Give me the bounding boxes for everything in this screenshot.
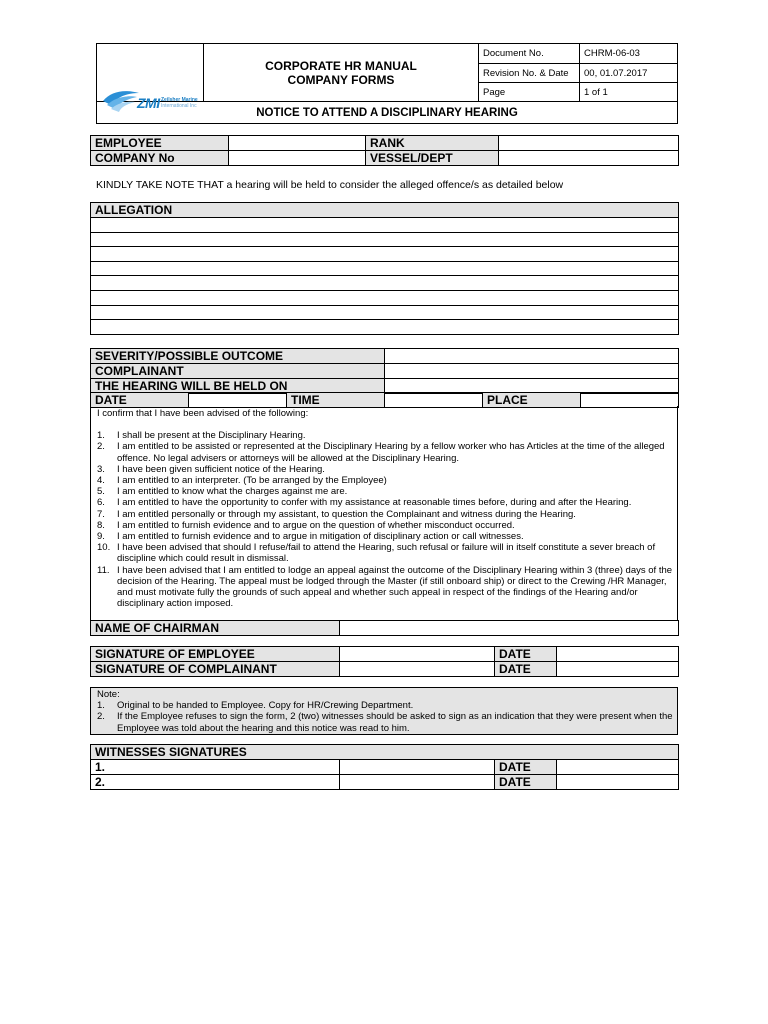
- rank-field[interactable]: [499, 136, 679, 151]
- allegation-line[interactable]: [91, 247, 679, 262]
- witness-1-date-label: DATE: [495, 760, 557, 775]
- allegation-line[interactable]: [91, 305, 679, 320]
- vessel-dept-label: VESSEL/DEPT: [366, 151, 499, 166]
- complainant-field[interactable]: [385, 364, 679, 379]
- list-item-text: I am entitled to have the opportunity to confer with my assistance at reasonable times before, during and after the Hearing.: [117, 497, 632, 509]
- company-logo: [97, 44, 204, 111]
- page-label: Page: [479, 83, 580, 102]
- complainant-signature-label: SIGNATURE OF COMPLAINANT: [91, 662, 340, 677]
- witness-2-date-label: DATE: [495, 775, 557, 790]
- confirmation-list: [97, 430, 677, 609]
- list-item: [97, 475, 677, 486]
- logo-text: ZMI: [137, 94, 160, 111]
- list-item-number: 7.: [97, 508, 105, 520]
- list-item-text: I am entitled to be assisted or represented at the Disciplinary Hearing by a fellow worker who has Articles at the time of the alleged offence. No legal advisers or attorneys will be allowed at the Disciplinary Hearing.: [117, 441, 665, 464]
- list-item: [97, 509, 677, 520]
- list-item-number: 10.: [97, 542, 111, 554]
- witness-2-signature-field[interactable]: [340, 775, 495, 790]
- employee-label: EMPLOYEE: [91, 136, 229, 151]
- notice-title: NOTICE TO ATTEND A DISCIPLINARY HEARING: [97, 102, 678, 124]
- list-item: [97, 497, 677, 508]
- note-heading: Note:: [97, 689, 120, 700]
- document-no-label: Document No.: [479, 44, 580, 64]
- witnesses-table: [90, 744, 679, 790]
- employee-signature-date-field[interactable]: [557, 647, 679, 662]
- signatures-table: [90, 646, 679, 677]
- list-item: [97, 565, 677, 610]
- list-item: [97, 486, 677, 497]
- list-item-text: I am entitled to know what the charges against me are.: [117, 486, 348, 498]
- witness-2-date-field[interactable]: [557, 775, 679, 790]
- allegation-label: ALLEGATION: [91, 203, 679, 218]
- hearing-held-on-label: THE HEARING WILL BE HELD ON: [91, 379, 385, 394]
- allegation-line[interactable]: [91, 261, 679, 276]
- severity-label: SEVERITY/POSSIBLE OUTCOME: [91, 349, 385, 364]
- list-item-number: 6.: [97, 497, 105, 509]
- complainant-signature-date-label: DATE: [495, 662, 557, 677]
- allegation-table: [90, 202, 679, 335]
- revision-value: 00, 01.07.2017: [580, 64, 678, 83]
- complainant-signature-date-field[interactable]: [557, 662, 679, 677]
- list-item: [97, 531, 677, 542]
- hearing-place-label: PLACE: [483, 393, 581, 408]
- rank-label: RANK: [366, 136, 499, 151]
- list-item-number: 1.: [97, 430, 105, 442]
- manual-title: CORPORATE HR MANUAL COMPANY FORMS: [204, 44, 479, 102]
- list-item: [97, 441, 677, 463]
- chairman-table: [90, 620, 679, 636]
- company-no-label: COMPANY No: [91, 151, 229, 166]
- allegation-line[interactable]: [91, 232, 679, 247]
- complainant-signature-field[interactable]: [340, 662, 495, 677]
- document-no-value: CHRM-06-03: [580, 44, 678, 64]
- hearing-table: [90, 348, 679, 394]
- page-value: 1 of 1: [580, 83, 678, 102]
- list-item-text: I am entitled personally or through my assistant, to question the Complainant and witness during the Hearing.: [117, 508, 576, 520]
- list-item: [97, 520, 677, 531]
- witness-1-label: 1.: [91, 760, 340, 775]
- witness-2-label: 2.: [91, 775, 340, 790]
- list-item: [97, 711, 677, 733]
- revision-label: Revision No. & Date: [479, 64, 580, 83]
- hearing-time-label: TIME: [287, 393, 385, 408]
- employee-field[interactable]: [229, 136, 366, 151]
- list-item-number: 2.: [97, 711, 105, 723]
- confirm-text: I confirm that I have been advised of the following:: [97, 408, 309, 419]
- list-item-number: 2.: [97, 441, 105, 453]
- list-item-text: Original to be handed to Employee. Copy for HR/Crewing Department.: [117, 700, 414, 712]
- witnesses-label: WITNESSES SIGNATURES: [91, 745, 679, 760]
- list-item-text: I am entitled to furnish evidence and to argue on the question of whether misconduct occurred.: [117, 519, 515, 531]
- chairman-field[interactable]: [340, 621, 679, 636]
- hearing-date-label: DATE: [91, 393, 189, 408]
- intro-text: KINDLY TAKE NOTE THAT a hearing will be held to consider the alleged offence/s as detailed below: [96, 179, 564, 191]
- allegation-line[interactable]: [91, 320, 679, 335]
- list-item-number: 11.: [97, 564, 110, 576]
- witness-1-date-field[interactable]: [557, 760, 679, 775]
- list-item: [97, 464, 677, 475]
- vessel-dept-field[interactable]: [499, 151, 679, 166]
- complainant-label: COMPLAINANT: [91, 364, 385, 379]
- list-item-text: I shall be present at the Disciplinary Hearing.: [117, 430, 306, 442]
- employee-signature-field[interactable]: [340, 647, 495, 662]
- list-item: [97, 700, 677, 711]
- wing-logo-icon: [101, 87, 141, 113]
- allegation-line[interactable]: [91, 290, 679, 305]
- severity-field[interactable]: [385, 349, 679, 364]
- company-no-field[interactable]: [229, 151, 366, 166]
- note-box: [90, 687, 678, 735]
- chairman-label: NAME OF CHAIRMAN: [91, 621, 340, 636]
- allegation-line[interactable]: [91, 218, 679, 233]
- list-item: [97, 430, 677, 441]
- witness-1-signature-field[interactable]: [340, 760, 495, 775]
- confirmation-box: [90, 406, 678, 621]
- list-item-text: I am entitled to an interpreter. (To be arranged by the Employee): [117, 475, 387, 487]
- list-item-text: If the Employee refuses to sign the form, 2 (two) witnesses should be asked to sign as an indication that they were present when the Employee was told about the hearing and this notice was read to him.: [117, 711, 673, 734]
- list-item-number: 1.: [97, 700, 105, 712]
- list-item-text: I have been advised that should I refuse/fail to attend the Hearing, such refusal or failure will in itself constitute a sever breach of discipline which could result in dismissal.: [117, 542, 656, 565]
- list-item-text: I have been advised that I am entitled to lodge an appeal against the outcome of the Disciplinary Hearing within 3 (three) days of the decision of the Hearing. The appeal must be lodged through the Master (if still onboard ship) or direct to the Crewing /HR Manager, and must motivate fully the grounds of such appeal and whether such appeal in respect of the findings of the Hearing and/or disciplinary action imposed.: [117, 564, 673, 610]
- employee-details-table: [90, 135, 679, 166]
- document-header: [96, 43, 678, 124]
- logo-company-name: Zeilsher Marine International Inc: [161, 96, 198, 109]
- note-list: [97, 700, 677, 734]
- employee-signature-date-label: DATE: [495, 647, 557, 662]
- list-item-number: 3.: [97, 463, 105, 475]
- list-item-number: 4.: [97, 475, 105, 487]
- list-item: [97, 542, 677, 564]
- list-item-number: 8.: [97, 519, 105, 531]
- list-item-number: 5.: [97, 486, 105, 498]
- list-item-text: I am entitled to furnish evidence and to argue in mitigation of disciplinary action or call witnesses.: [117, 531, 524, 543]
- list-item-number: 9.: [97, 531, 105, 543]
- allegation-line[interactable]: [91, 276, 679, 291]
- employee-signature-label: SIGNATURE OF EMPLOYEE: [91, 647, 340, 662]
- list-item-text: I have been given sufficient notice of the Hearing.: [117, 463, 325, 475]
